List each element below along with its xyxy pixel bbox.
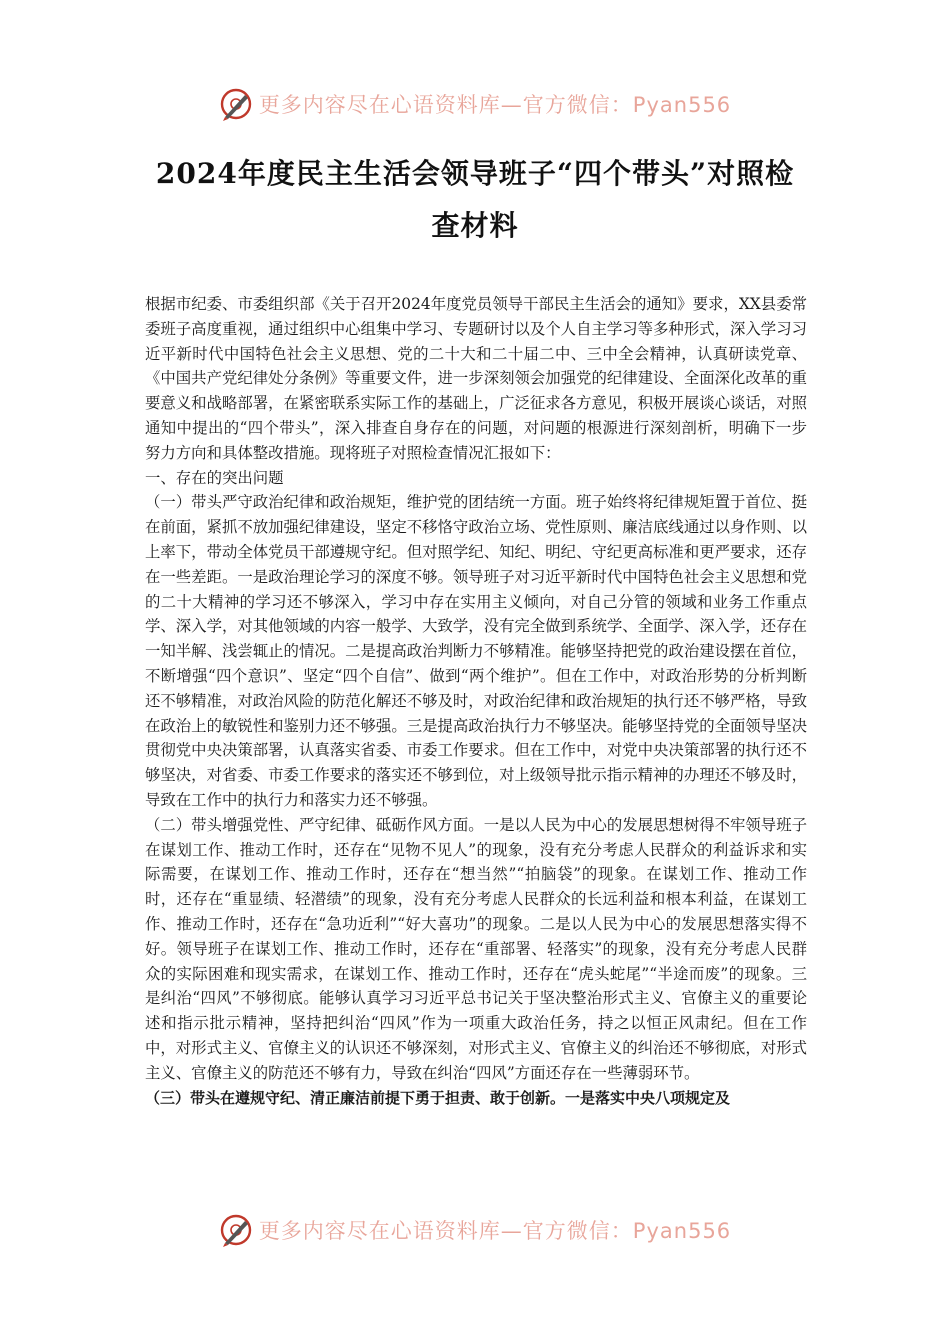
paragraph-item-2: （二）带头增强党性、严守纪律、砥砺作风方面。一是以人民为中心的发展思想树得不牢领导班子在谋划工作、推动工作时，还存在“见物不见人”的现象，没有充分考虑人民群众的利益诉求和实际需要，在谋划工作、推动工作时，还存在“想当然”“拍脑袋”的现象。在谋划工作、推动工作时，还存在“重显绩、轻潜绩”的现象，没有充分考虑人民群众的长远利益和根本利益，在谋划工作、推动工作时，还存在“急功近利”“好大喜功”的现象。二是以人民为中心的发展思想落实得不好。领导班子在谋划工作、推动工作时，还存在“重部署、轻落实”的现象，没有充分考虑人民群众的实际困难和现实需求，在谋划工作、推动工作时，还存在“虎头蛇尾”“半途而废”的现象。三是纠治“四风”不够彻底。能够认真学习习近平总书记关于坚决整治形式主义、官僚主义的重要论述和指示批示精神，坚持把纠治“四风”作为一项重大政治任务，持之以恒正风肃纪。但在工作中，对形式主义、官僚主义的认识还不够深刻，对形式主义、官僚主义的纠治还不够彻底，对形式主义、官僚主义的防范还不够有力，导致在纠治“四风”方面还存在一些薄弱环节。 bbox=[145, 815, 807, 1082]
title-line-1: 2024年度民主生活会领导班子“四个带头”对照检 bbox=[155, 157, 795, 190]
cd-pen-logo-icon bbox=[219, 87, 253, 121]
document-title bbox=[130, 148, 820, 252]
paragraph-item-1: （一）带头严守政治纪律和政治规矩，维护党的团结统一方面。班子始终将纪律规矩置于首位、挺在前面，紧抓不放加强纪律建设，坚定不移恪守政治立场、党性原则、廉洁底线通过以身作则、以上率下，带动全体党员干部遵规守纪。但对照学纪、知纪、明纪、守纪更高标准和更严要求，还存在一些差距。一是政治理论学习的深度不够。领导班子对习近平新时代中国特色社会主义思想和党的二十大精神的学习还不够深入，学习中存在实用主义倾向，对自己分管的领域和业务工作重点学、深入学，对其他领域的内容一般学、大致学，没有完全做到系统学、全面学、深入学，还存在一知半解、浅尝辄止的情况。二是提高政治判断力不够精准。能够坚持把党的政治建设摆在首位，不断增强“四个意识”、坚定“四个自信”、做到“两个维护”。但在工作中，对政治形势的分析判断还不够精准，对政治风险的防范化解还不够及时，对政治纪律和政治规矩的执行还不够严格，导致在政治上的敏锐性和鉴别力还不够强。三是提高政治执行力不够坚决。能够坚持党的全面领导坚决贯彻党中央决策部署，认真落实省委、市委工作要求。但在工作中，对党中央决策部署的执行还不够坚决，对省委、市委工作要求的落实还不够到位，对上级领导批示指示精神的办理还不够及时，导致在工作中的执行力和落实力还不够强。 bbox=[145, 493, 807, 809]
title-line-2: 查材料 bbox=[431, 209, 519, 242]
document-body bbox=[145, 292, 807, 1110]
intro-paragraph: 根据市纪委、市委组织部《关于召开2024年度党员领导干部民主生活会的通知》要求，XX县委常委班子高度重视，通过组织中心组集中学习、专题研讨以及个人自主学习等多种形式，深入学习习近平新时代中国特色社会主义思想、党的二十大和二十届二中、三中全会精神，认真研读党章、《中国共产党纪律处分条例》等重要文件，进一步深刻领会加强党的纪律建设、全面深化改革的重要意义和战略部署，在紧密联系实际工作的基础上，广泛征求各方意见，积极开展谈心谈话，对照通知中提出的“四个带头”，深入排查自身存在的问题，对问题的根源进行深刻剖析，明确下一步努力方向和具体整改措施。现将班子对照检查情况汇报如下： bbox=[145, 295, 807, 462]
watermark-text: 更多内容尽在心语资料库—官方微信：Pyan556 bbox=[258, 93, 732, 117]
section-heading: 一、存在的突出问题 bbox=[145, 468, 284, 487]
watermark-text: 更多内容尽在心语资料库—官方微信：Pyan556 bbox=[258, 1219, 732, 1243]
footer-watermark bbox=[0, 1210, 950, 1250]
header-watermark bbox=[0, 84, 950, 124]
cd-pen-logo-icon bbox=[219, 1213, 253, 1247]
paragraph-item-3: （三）带头在遵规守纪、清正廉洁前提下勇于担责、敢于创新。一是落实中央八项规定及 bbox=[145, 1088, 731, 1107]
